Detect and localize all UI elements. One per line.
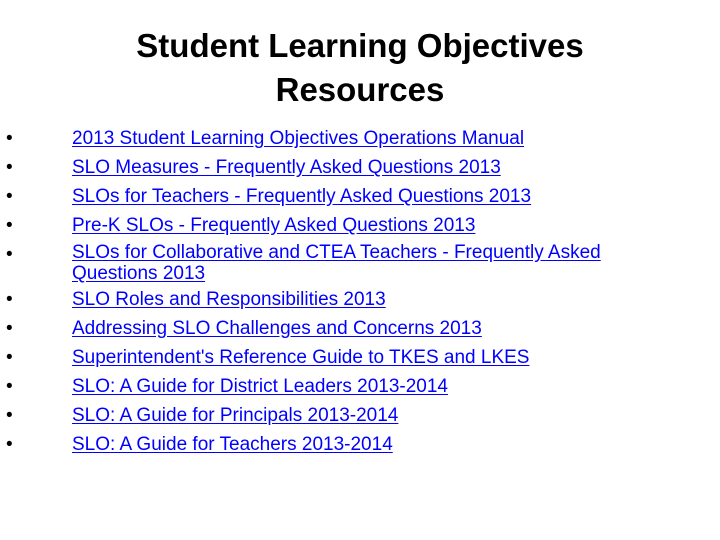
resource-link[interactable]: SLO: A Guide for Teachers 2013-2014 [72, 434, 393, 455]
resource-link[interactable]: Addressing SLO Challenges and Concerns 2013 [72, 318, 482, 339]
bullet-icon: • [6, 347, 13, 368]
bullet-icon: • [6, 405, 13, 426]
slide-title-line-1: Student Learning Objectives [136, 27, 584, 64]
list-item [6, 213, 636, 239]
resource-link[interactable]: SLO Measures - Frequently Asked Questions 2013 [72, 157, 501, 178]
bullet-icon: • [6, 128, 13, 149]
list-item [6, 287, 636, 313]
list-item [6, 345, 636, 371]
resource-link[interactable]: SLO: A Guide for District Leaders 2013-2014 [72, 376, 448, 397]
resource-link[interactable]: SLO Roles and Responsibilities 2013 [72, 289, 386, 310]
list-item [6, 126, 636, 152]
resource-link[interactable]: 2013 Student Learning Objectives Operations Manual [72, 128, 525, 149]
slide-title-line-2: Resources [275, 71, 445, 108]
bullet-icon: • [6, 289, 13, 310]
resource-link[interactable]: Pre-K SLOs - Frequently Asked Questions 2013 [72, 215, 476, 236]
bullet-icon: • [6, 376, 13, 397]
bullet-icon: • [6, 434, 13, 455]
resource-link[interactable]: Superintendent's Reference Guide to TKES and LKES [72, 347, 530, 368]
list-item [6, 184, 636, 210]
list-item [6, 432, 636, 458]
bullet-icon: • [6, 157, 13, 178]
slide-title [100, 24, 620, 112]
bullet-icon: • [6, 215, 13, 236]
resource-link[interactable]: SLO: A Guide for Principals 2013-2014 [72, 405, 399, 426]
list-item [6, 374, 636, 400]
resource-link-list [6, 126, 636, 461]
list-item [6, 403, 636, 429]
list-item [6, 316, 636, 342]
list-item [6, 155, 636, 181]
bullet-icon: • [6, 244, 13, 265]
resource-link[interactable]: SLOs for Teachers - Frequently Asked Questions 2013 [72, 186, 532, 207]
resource-link[interactable]: SLOs for Collaborative and CTEA Teachers - Frequently Asked Questions 2013 [72, 242, 601, 284]
list-item [6, 242, 636, 284]
bullet-icon: • [6, 318, 13, 339]
bullet-icon: • [6, 186, 13, 207]
